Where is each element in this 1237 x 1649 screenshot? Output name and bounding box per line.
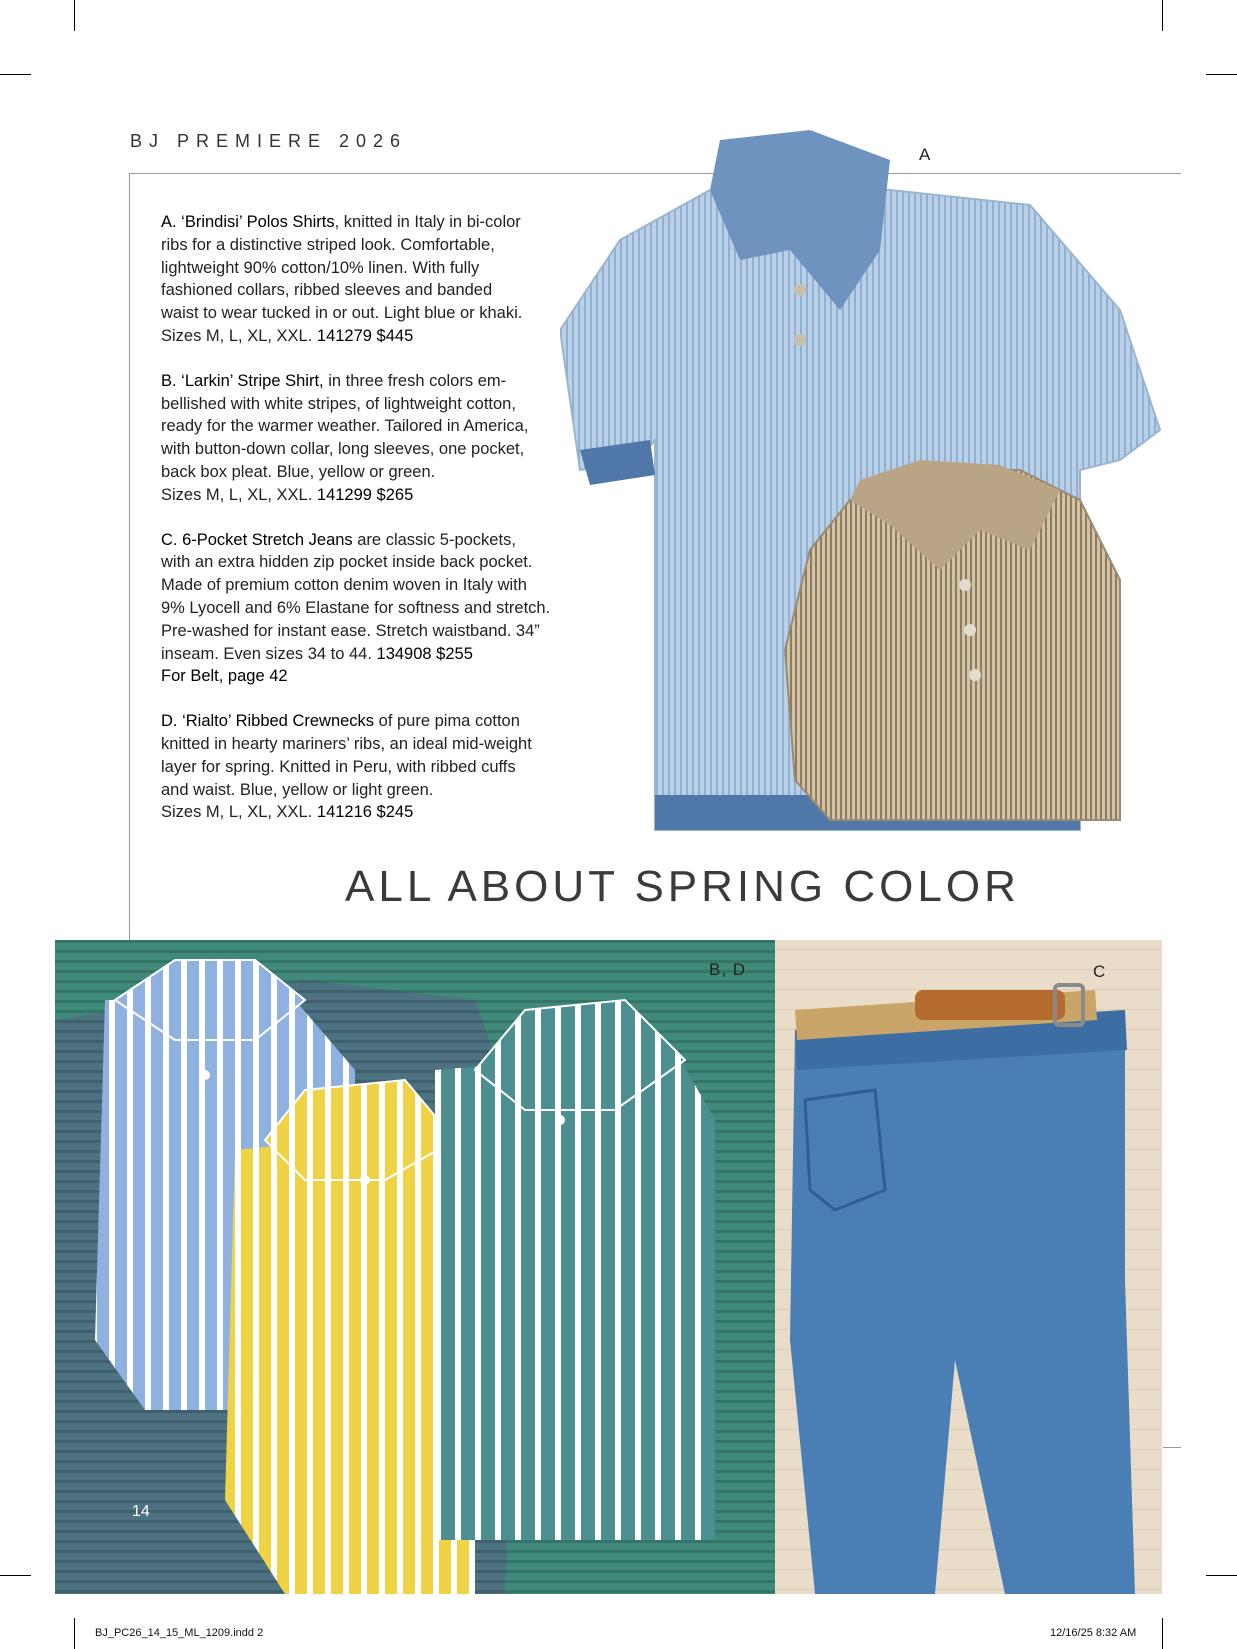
photo-tag: A bbox=[919, 145, 932, 164]
shirts-sweaters-photo bbox=[55, 940, 775, 1594]
striped-shirts-illustration bbox=[55, 940, 775, 1594]
slug-timestamp: 12/16/25 8:32 AM bbox=[1050, 1627, 1137, 1639]
product-sku-price: 141216 $245 bbox=[316, 803, 414, 822]
product-sku-price: 141299 $265 bbox=[316, 485, 414, 504]
crop-mark bbox=[74, 1618, 75, 1649]
section-headline: ALL ABOUT SPRING COLOR bbox=[345, 862, 1020, 911]
crop-mark bbox=[1206, 1575, 1237, 1576]
crop-mark bbox=[1206, 74, 1237, 75]
product-description bbox=[161, 211, 601, 348]
polo-shirts-illustration bbox=[560, 130, 1170, 860]
crop-mark bbox=[0, 74, 31, 75]
crop-mark bbox=[74, 0, 75, 31]
crop-mark bbox=[0, 1575, 31, 1576]
product-description bbox=[161, 370, 601, 507]
product-sku-price: 134908 $255 bbox=[376, 644, 473, 663]
product-body: in three fresh colors em- bellished with white stripes, of lightweight cotton, ready for the warmer weather. Tailored in America, with button-down collar, long sleeves, one pocket, back box pleat. Blue, yellow or green. Sizes M, L, XL, XXL. bbox=[161, 371, 529, 504]
photo-tag: C bbox=[1093, 962, 1107, 981]
jeans-belt-illustration bbox=[775, 940, 1162, 1594]
product-description bbox=[161, 710, 601, 824]
product-sku-price: 141279 $445 bbox=[316, 326, 414, 345]
product-body: of pure pima cotton knitted in hearty mariners’ ribs, an ideal mid-weight layer for spring. Knitted in Peru, with ribbed cuffs and waist. Blue, yellow or light green. Sizes M, L, XL, XXL. bbox=[161, 712, 532, 822]
crop-mark bbox=[1162, 0, 1163, 31]
slug-filename: BJ_PC26_14_15_ML_1209.indd 2 bbox=[95, 1627, 264, 1639]
product-description bbox=[161, 529, 601, 689]
product-cross-reference[interactable]: For Belt, page 42 bbox=[161, 667, 288, 686]
header-label: BJ PREMIERE 2026 bbox=[130, 131, 408, 151]
footer-rule bbox=[1163, 1447, 1181, 1448]
product-title: C. 6-Pocket Stretch Jeans bbox=[161, 530, 353, 549]
product-title: D. ‘Rialto’ Ribbed Crewnecks bbox=[161, 712, 375, 731]
page-number: 14 bbox=[132, 1503, 150, 1520]
page-frame-rule bbox=[129, 173, 130, 940]
photo-tag: B, D bbox=[709, 960, 747, 979]
product-copy bbox=[161, 211, 601, 846]
product-body: are classic 5-pockets, with an extra hidden zip pocket inside back pocket. Made of premium cotton denim woven in Italy with 9% Lyocell and 6% Elastane for softness and stretch. Pre-washed for instant ease. Stretch waistband. 34” inseam. Even sizes 34 to 44. bbox=[161, 530, 551, 663]
product-title: B. ‘Larkin’ Stripe Shirt, bbox=[161, 371, 324, 390]
product-body: , knitted in Italy in bi-color ribs for a distinctive striped look. Comfortable, lightweight 90% cotton/10% linen. With fully fashioned collars, ribbed sleeves and banded waist to wear tucked in or out. Light blue or khaki. Sizes M, L, XL, XXL. bbox=[161, 213, 523, 345]
polo-shirts-photo bbox=[560, 130, 1170, 860]
product-title: A. ‘Brindisi’ Polos Shirts bbox=[161, 213, 335, 231]
jeans-photo bbox=[775, 940, 1162, 1594]
crop-mark bbox=[1162, 1618, 1163, 1649]
